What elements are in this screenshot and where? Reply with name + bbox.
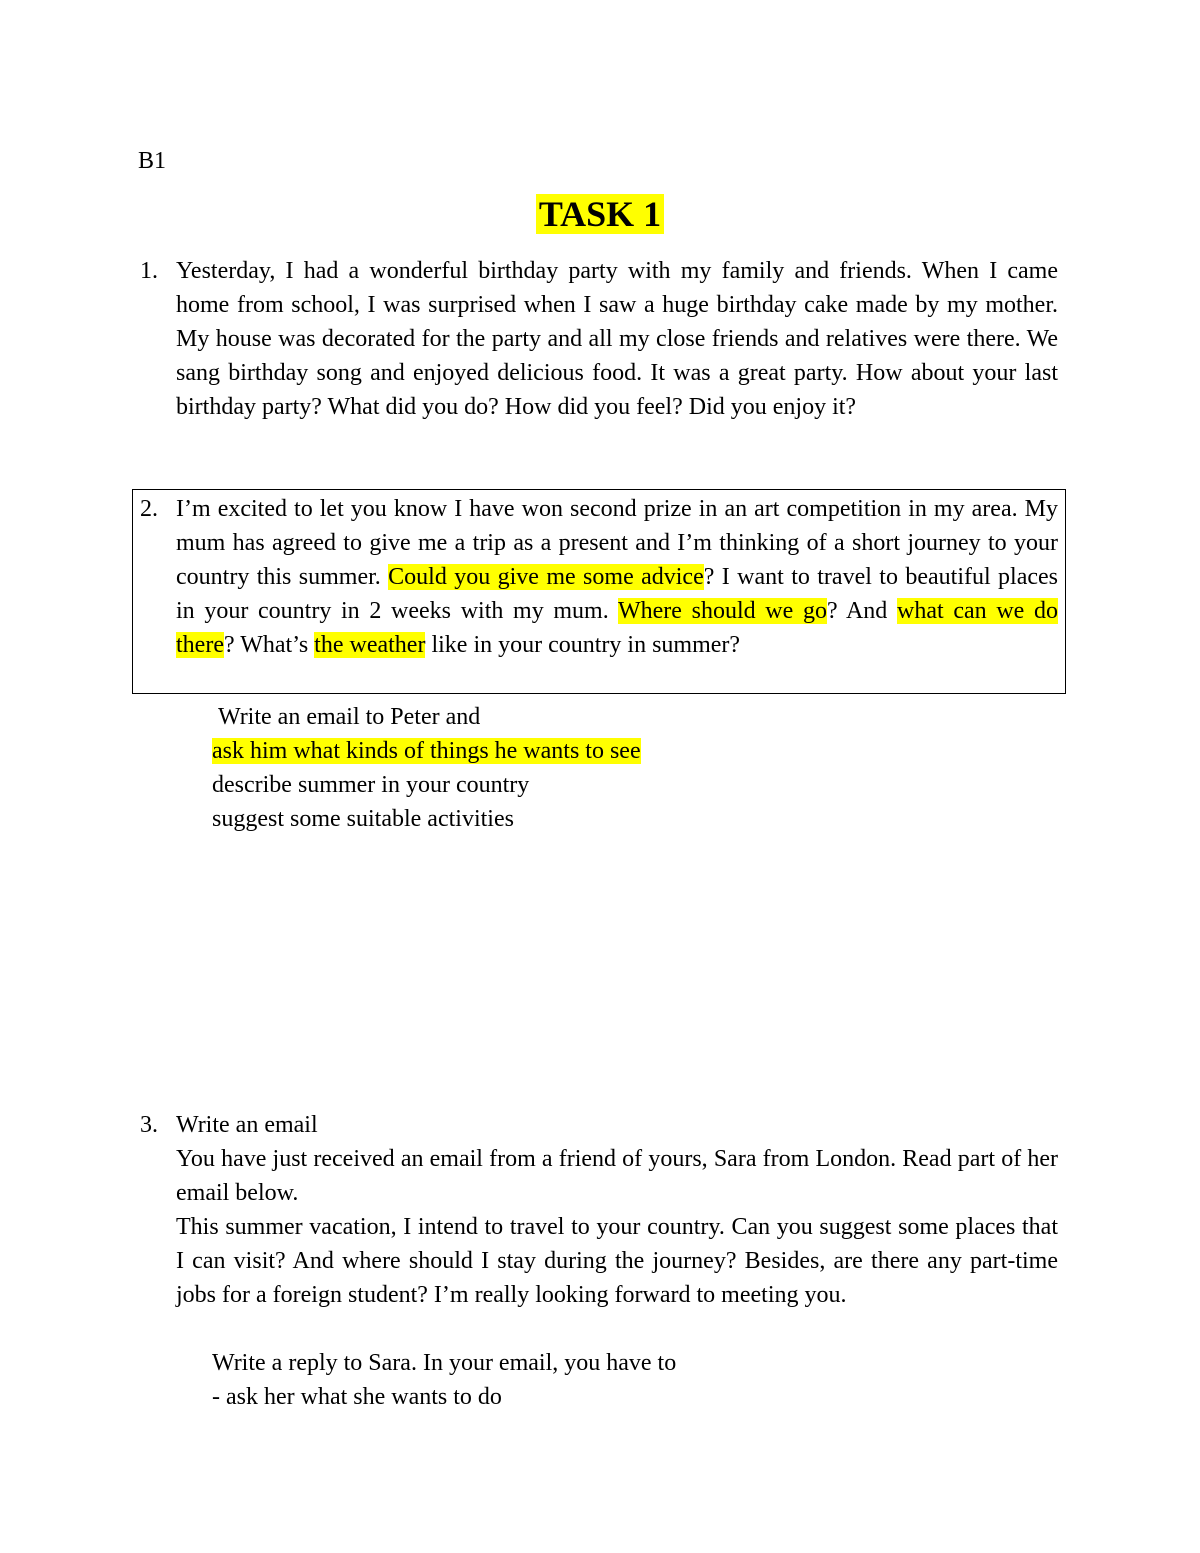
task-title: TASK 1: [536, 194, 664, 234]
item-2-instruction: describe summer in your country: [212, 772, 530, 798]
item-2-segment: ? I want to travel to beautiful places in your country in 2 weeks with my mum.: [176, 564, 1059, 624]
item-2-segment: I’m excited to let you know I have won second prize in an art competition in my area. My mum has agreed to give me a trip as a present and I’m thinking of a short journey to your country this summer.: [176, 496, 1058, 590]
item-3-heading: Write an email: [176, 1112, 318, 1138]
item-3-intro: You have just received an email from a friend of yours, Sara from London. Read part of her email below.: [176, 1146, 1058, 1206]
item-1-text: Yesterday, I had a wonderful birthday party with my family and friends. When I came home from school, I was surprised when I saw a huge birthday cake made by my mother. My house was decorated for the party and all my close friends and relatives were there. We sang birthday song and enjoyed delicious food. It was a great party. How about your last birthday party? What did you do? How did you feel? Did you enjoy it?: [176, 258, 1058, 420]
item-3-instruction: Write a reply to Sara. In your email, you have to: [212, 1350, 677, 1376]
highlight-where: Where should we go: [617, 598, 827, 624]
item-2-segment: ? What’s: [223, 632, 315, 658]
item-1-number: 1.: [140, 258, 158, 284]
level-label: B1: [138, 148, 167, 174]
item-2-instruction: suggest some suitable activities: [212, 806, 514, 832]
item-2-number: 2.: [140, 496, 158, 522]
highlight-what: what can we do there: [176, 598, 1058, 658]
item-3-email: This summer vacation, I intend to travel to your country. Can you suggest some places that I can visit? And where should I stay during the journey? Besides, are there any part-time jobs for a foreign student? I’m really looking forward to meeting you.: [176, 1214, 1058, 1308]
item-2-instruction-highlight: ask him what kinds of things he wants to see: [212, 738, 641, 764]
item-2-text: [176, 492, 1058, 662]
item-2-instruction-intro: Write an email to Peter and: [218, 704, 481, 730]
highlight-weather: the weather: [314, 632, 426, 658]
highlight-advice: Could you give me some advice: [388, 564, 704, 590]
item-3-number: 3.: [140, 1112, 158, 1138]
item-2-segment: ? And: [826, 598, 897, 624]
item-3-instruction: - ask her what she wants to do: [212, 1384, 502, 1410]
item-2-segment: like in your country in summer?: [425, 632, 741, 658]
